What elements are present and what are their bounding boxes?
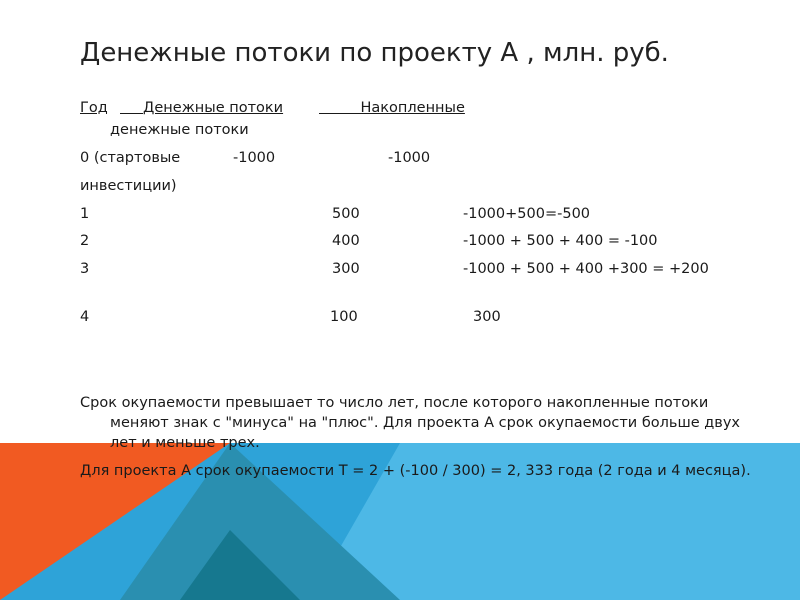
row-2-year: 2	[80, 233, 90, 249]
row-0-year-cont: инвестиции)	[80, 178, 177, 194]
row-1-flow: 500	[332, 206, 360, 222]
row-3-flow: 300	[332, 261, 360, 277]
row-3-accumulated: -1000 + 500 + 400 +300 = +200	[463, 261, 709, 277]
row-4-flow: 100	[330, 309, 358, 325]
payback-calculation: Для проекта А срок окупаемости Т = 2 + (-100 / 300) = 2, 333 года (2 года и 4 месяца).	[80, 463, 751, 479]
header-cashflows: Денежные потоки	[143, 100, 284, 116]
row-4-accumulated: 300	[473, 309, 501, 325]
row-0-year: 0 (стартовые	[80, 150, 181, 166]
row-3-year: 3	[80, 261, 90, 277]
header-accumulated: Накопленные	[360, 100, 465, 116]
row-1-accumulated: -1000+500=-500	[463, 206, 591, 222]
row-0-flow: -1000	[233, 150, 276, 166]
row-4-year: 4	[80, 309, 90, 325]
row-2-accumulated: -1000 + 500 + 400 = -100	[463, 233, 658, 249]
row-0-accumulated: -1000	[388, 150, 431, 166]
header-accumulated-line2: денежные потоки	[110, 122, 249, 138]
payback-explanation: Срок окупаемости превышает то число лет, после которого накопленные потоки меняют знак с "минуса" на "плюс". Для проекта А срок окупаемости больше двух лет и меньше трех.	[80, 395, 740, 451]
header-year: Год	[80, 100, 108, 116]
row-1-year: 1	[80, 206, 90, 222]
row-2-flow: 400	[332, 233, 360, 249]
slide-title: Денежные потоки по проекту А , млн. руб.	[80, 38, 669, 68]
